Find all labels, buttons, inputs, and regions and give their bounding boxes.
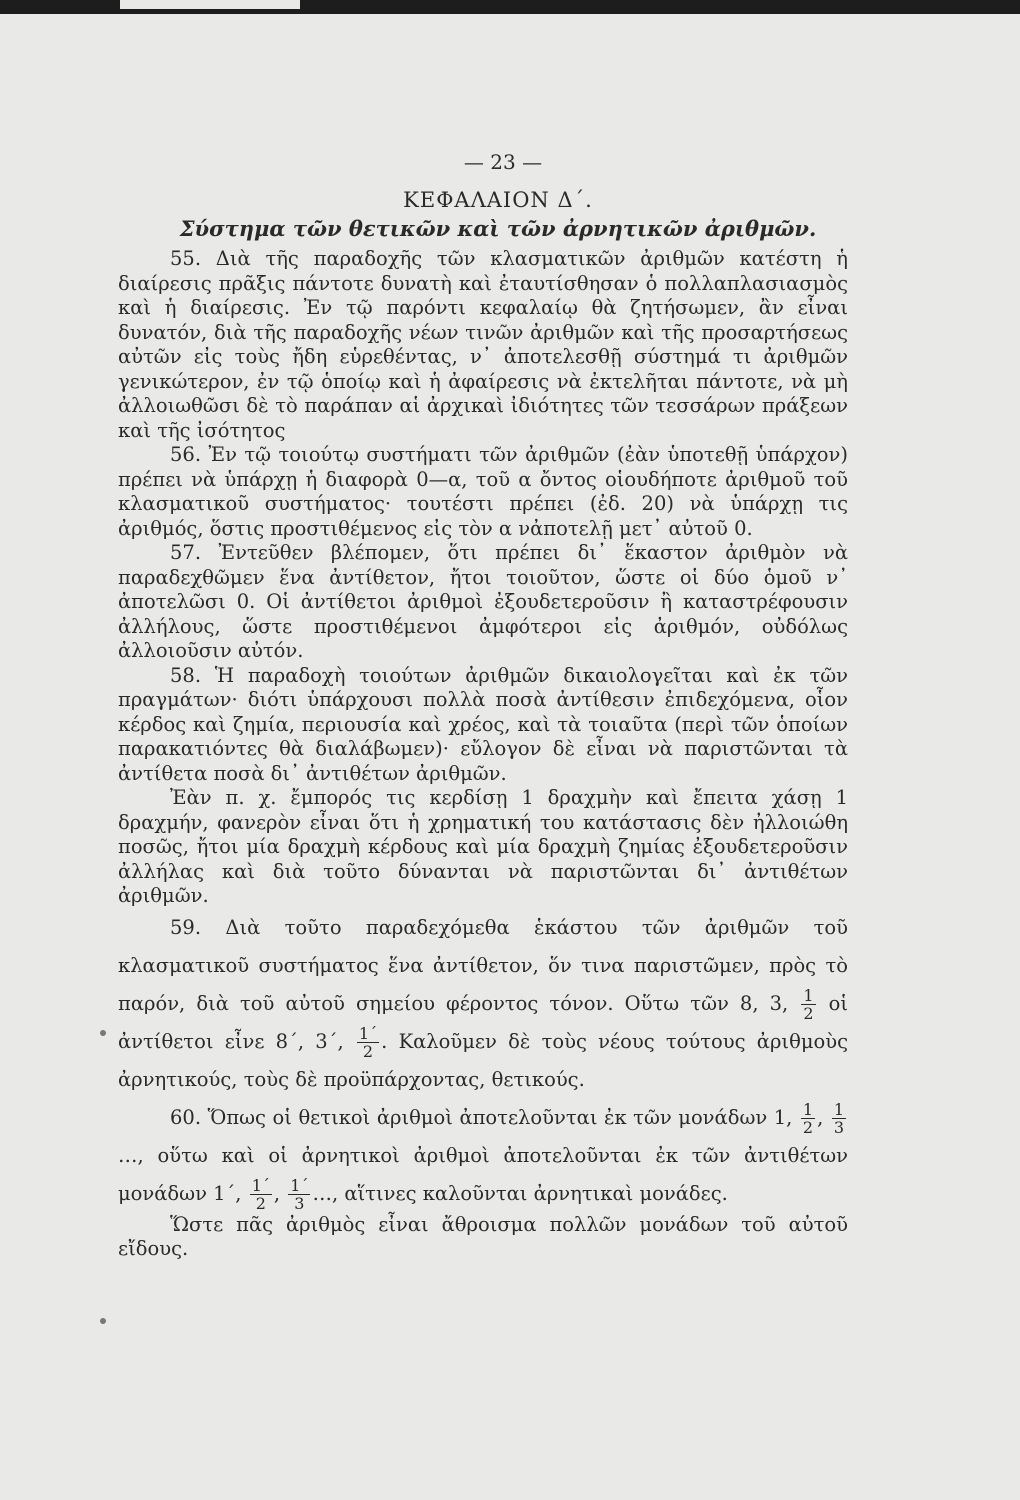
paragraph-56 [118, 443, 848, 541]
chapter-title: ΚΕΦΑΛΑΙΟΝ Δ΄. [403, 188, 593, 212]
page-body [118, 150, 848, 1262]
page-number: — 23 — [463, 150, 543, 174]
fraction-numerator: 1 [802, 1099, 814, 1119]
fraction-denominator: 3 [833, 1117, 845, 1137]
paragraph-60-text-a: 60. Ὅπως οἱ θετικοὶ ἀριθμοὶ ἀποτελοῦνται ἐκ τῶν μονάδων 1, [170, 1105, 793, 1129]
fraction-denominator: 2 [255, 1193, 266, 1213]
paragraph-60-text-b: …, οὕτω καὶ οἱ ἀρνητικοὶ ἀριθμοὶ ἀποτελοῦνται ἐκ τῶν ἀντιθέτων μονάδων 1΄, [118, 1143, 848, 1205]
paragraph-57 [118, 541, 848, 664]
paragraph-59-text-a: 59. Διὰ τοῦτο παραδεχόμεθα ἑκάστου τῶν ἀριθμῶν τοῦ κλασματικοῦ συστήματος ἕνα ἀντίθετον, ὅν τινα παριστῶμεν, πρὸς τὸ παρόν, διὰ τοῦ αὐτοῦ σημείου φέροντος τόνον. Οὕτω τῶν 8, 3, [118, 915, 848, 1015]
paragraph-60: 60. Ὅπως οἱ θετικοὶ ἀριθμοὶ ἀποτελοῦνται ἐκ τῶν μονάδων 1, $\frac{1}{2}$ , $\frac{1}{3}$ …, οὕτω καὶ οἱ ἀρνητικοὶ ἀριθμοὶ ἀποτελοῦνται ἐκ τῶν ἀντιθέτων μονάδων 1΄, $\frac{1΄}{2}$ , $\frac{1΄}{3}$ …, αἵτινες καλοῦνται ἀρνητικαὶ μονάδες. [118, 1099, 848, 1213]
paragraph-55 [118, 247, 848, 443]
margin-dot [100, 1030, 106, 1036]
scan-top-border-gap [120, 0, 300, 9]
fraction-one-prime-third [288, 1177, 310, 1212]
paragraph-59: 59. Διὰ τοῦτο παραδεχόμεθα ἑκάστου τῶν ἀριθμῶν τοῦ κλασματικοῦ συστήματος ἕνα ἀντίθετον, ὅν τινα παριστῶμεν, πρὸς τὸ παρόν, διὰ τοῦ αὐτοῦ σημείου φέροντος τόνον. Οὕτω τῶν 8, 3, $\frac{1}{2}$ οἱ ἀντίθετοι εἶνε 8΄, 3΄, $\frac{1΄}{2}$ . Καλοῦμεν δὲ τοὺς νέους τούτους ἀριθμοὺς ἀρνητικούς, τοὺς δὲ προϋπάρχοντας, θετικούς. [118, 915, 849, 1091]
fraction-denominator: 2 [802, 1117, 814, 1137]
paragraph-58-example-text: Ἐὰν π. χ. ἔμπορός τις κερδίσῃ 1 δραχμὴν καὶ ἔπειτα χάσῃ 1 δραχμήν, φανερὸν εἶναι ὅτι ἡ χρηματική του κατάστασις δὲν ἠλλοιώθη ποσῶς, ἤτοι μία δραχμὴ κέρδους καὶ μία δραχμὴ ζημίας ἐξουδετεροῦσιν ἀλλήλας καὶ διὰ τοῦτο δύνανται νὰ παριστῶνται δι᾽ ἀντιθέτων ἀριθμῶν. [118, 786, 848, 907]
paragraph-60-text-c: …, αἵτινες καλοῦνται ἀρνητικαὶ μονάδες. [312, 1181, 728, 1205]
fraction-denominator: 2 [803, 1003, 814, 1023]
fraction-one-prime-half [357, 1025, 379, 1060]
paragraph-56-text: 56. Ἐν τῷ τοιούτῳ συστήματι τῶν ἀριθμῶν (ἐὰν ὑποτεθῇ ὑπάρχον) πρέπει νὰ ὑπάρχῃ ἡ διαφορὰ 0—α, τοῦ α ὄντος οἱουδήποτε ἀριθμοῦ τοῦ κλασματικοῦ συστήματος· τουτέστι πρέπει (ἐδ. 20) νὰ ὑπάρχῃ τις ἀριθμός, ὅστις προστιθέμενος εἰς τὸν α νἀποτελῇ μετ᾽ αὐτοῦ 0. [118, 443, 848, 540]
fraction-denominator: 3 [294, 1193, 305, 1213]
fraction-one-half [801, 1101, 815, 1136]
paragraph-59-text-b: οἱ ἀντίθετοι εἶνε 8΄, 3΄, [118, 991, 848, 1053]
fraction-denominator: 2 [362, 1041, 374, 1061]
fraction-numerator: 1΄ [290, 1175, 309, 1195]
paragraph-58-example [118, 786, 848, 909]
paragraph-58-text: 58. Ἡ παραδοχὴ τοιούτων ἀριθμῶν δικαιολογεῖται καὶ ἐκ τῶν πραγμάτων· διότι ὑπάρχουσι πολλὰ ποσὰ ἀντίθεσιν ἐπιδεχόμενα, οἷον κέρδος καὶ ζημία, περιουσία καὶ χρέος, καὶ τὰ τοιαῦτα (περὶ τῶν ὁποίων παρακατιόντες θὰ διαλάβωμεν)· εὔλογον δὲ εἶναι νὰ παριστῶνται τὰ ἀντίθετα ποσὰ δι᾽ ἀντιθέτων ἀριθμῶν. [118, 663, 848, 785]
margin-dot [100, 1318, 106, 1324]
fraction-one-prime-half [250, 1177, 272, 1212]
chapter-subtitle: Σύστημα τῶν θετικῶν καὶ τῶν ἀρνητικῶν ἀριθμῶν. [179, 216, 817, 241]
fraction-one-half [801, 987, 815, 1022]
paragraph-59-text-c: Καλοῦμεν δὲ τοὺς νέους τούτους ἀριθμοὺς ἀρνητικούς, τοὺς δὲ προϋπάρχοντας, θετικούς. [118, 1029, 849, 1091]
paragraph-57-text: 57. Ἐντεῦθεν βλέπομεν, ὅτι πρέπει δι᾽ ἕκαστον ἀριθμὸν νὰ παραδεχθῶμεν ἕνα ἀντίθετον, ἤτοι τοιοῦτον, ὥστε οἱ δύο ὁμοῦ ν᾽ ἀποτελῶσι 0. Οἱ ἀντίθετοι ἀριθμοὶ ἐξουδετεροῦσιν ἢ καταστρέφουσιν ἀλλήλους, ὥστε προστιθέμενοι ἀμφότεροι εἰς ἀριθμόν, οὐδόλως ἀλλοιοῦσιν αὐτόν. [118, 541, 848, 662]
paragraph-58 [118, 664, 848, 787]
paragraph-60-conclusion-text: Ὥστε πᾶς ἀριθμὸς εἶναι ἄθροισμα πολλῶν μονάδων τοῦ αὐτοῦ εἴδους. [118, 1212, 848, 1260]
fraction-numerator: 1΄ [358, 1023, 378, 1043]
fraction-one-third [832, 1101, 846, 1136]
fraction-numerator: 1 [833, 1099, 845, 1119]
fraction-numerator: 1 [803, 985, 814, 1005]
fraction-numerator: 1΄ [251, 1175, 270, 1195]
paragraph-60-conclusion [118, 1213, 848, 1262]
paragraph-55-text: 55. Διὰ τῆς παραδοχῆς τῶν κλασματικῶν ἀριθμῶν κατέστη ἡ διαίρεσις πρᾶξις πάντοτε δυνατὴ καὶ ἐταυτίσθησαν ὁ πολλαπλασιασμὸς καὶ ἡ διαίρεσις. Ἐν τῷ παρόντι κεφαλαίῳ θὰ ζητήσωμεν, ἂν εἶναι δυνατόν, διὰ τῆς παραδοχῆς νέων τινῶν ἀριθμῶν καὶ τῆς προσαρτήσεως αὐτῶν εἰς τοὺς ἤδη εὑρεθέντας, ν᾽ ἀποτελεσθῇ σύστημά τι ἀριθμῶν γενικώτερον, ἐν τῷ ὁποίῳ καὶ ἡ ἀφαίρεσις νὰ ἐκτελῆται πάντοτε, νὰ μὴ ἀλλοιωθῶσι δὲ τὸ παράπαν αἱ ἀρχικαὶ ἰδιότητες τῶν τεσσάρων πράξεων καὶ τῆς ἰσότητος [118, 247, 848, 442]
